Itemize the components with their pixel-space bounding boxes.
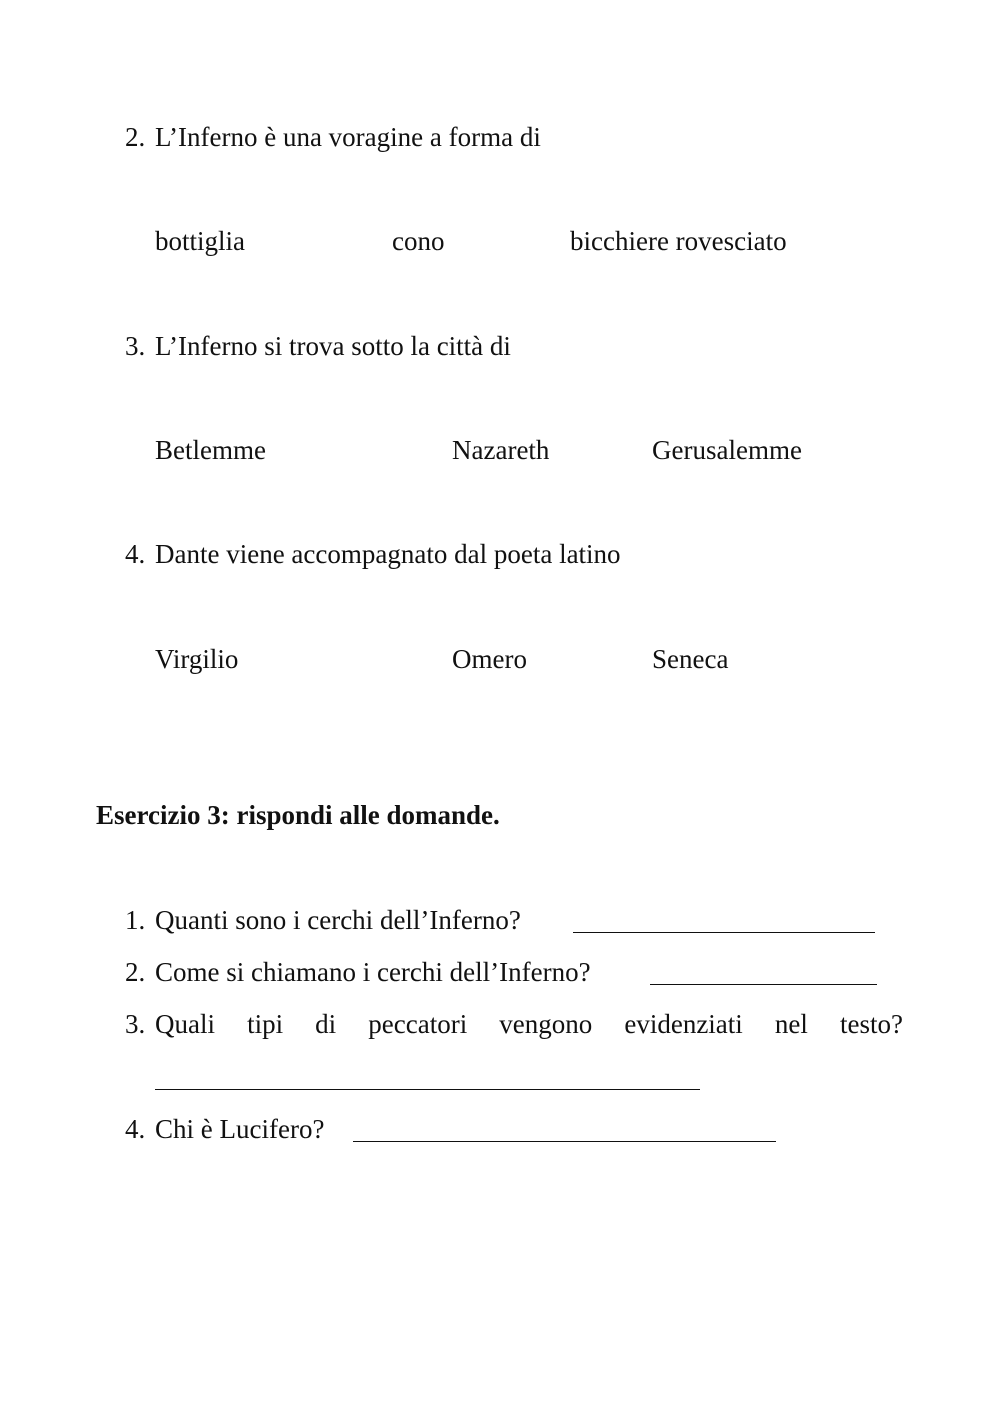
question-text: Chi è Lucifero?: [155, 1114, 325, 1144]
question-text: Quanti sono i cerchi dell’Inferno?: [155, 905, 521, 935]
question-text: Dante viene accompagnato dal poeta latino: [155, 539, 621, 569]
option-virgilio[interactable]: Virgilio: [155, 644, 239, 674]
exercise-3-heading: Esercizio 3: rispondi alle domande.: [96, 800, 500, 830]
question-text: Come si chiamano i cerchi dell’Inferno?: [155, 957, 591, 987]
question-text: L’Inferno è una voragine a forma di: [155, 122, 541, 152]
answer-line-3[interactable]: [155, 1089, 700, 1090]
question-text-justified: [155, 1011, 903, 1038]
option-seneca[interactable]: Seneca: [652, 644, 729, 674]
option-bicchiere-rovesciato[interactable]: bicchiere rovesciato: [570, 226, 787, 256]
word: tipi: [247, 1009, 284, 1039]
option-cono[interactable]: cono: [392, 226, 445, 256]
question-number: 1.: [125, 905, 146, 935]
question-number: 4.: [125, 539, 146, 569]
question-number: 4.: [125, 1114, 146, 1144]
option-gerusalemme[interactable]: Gerusalemme: [652, 435, 802, 465]
word: vengono: [499, 1009, 593, 1039]
question-number: 3.: [125, 1009, 146, 1039]
question-number: 2.: [125, 122, 146, 152]
word: peccatori: [368, 1009, 468, 1039]
word: nel: [774, 1009, 808, 1039]
word: evidenziati: [624, 1009, 743, 1039]
option-bottiglia[interactable]: bottiglia: [155, 226, 245, 256]
answer-line-1[interactable]: [573, 932, 875, 933]
word: Quali: [155, 1009, 215, 1039]
word: testo?: [839, 1009, 903, 1039]
question-text: L’Inferno si trova sotto la città di: [155, 331, 511, 361]
answer-line-2[interactable]: [650, 984, 877, 985]
option-nazareth[interactable]: Nazareth: [452, 435, 550, 465]
answer-line-4[interactable]: [353, 1141, 776, 1142]
word: di: [315, 1009, 337, 1039]
option-betlemme[interactable]: Betlemme: [155, 435, 266, 465]
question-number: 2.: [125, 957, 146, 987]
question-number: 3.: [125, 331, 146, 361]
option-omero[interactable]: Omero: [452, 644, 527, 674]
